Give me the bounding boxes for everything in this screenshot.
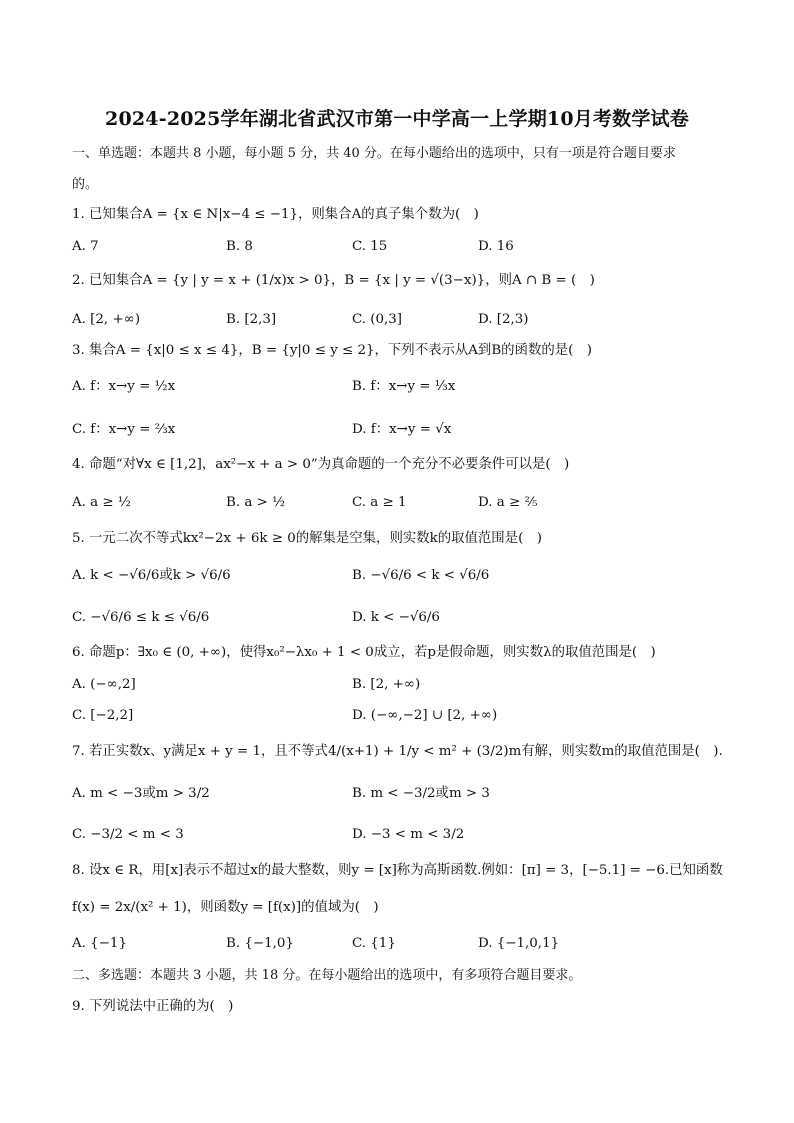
question-4-stem: 4. 命题“对∀x ∈ [1,2]，ax²−x + a > 0”为真命题的一个充分不必要条件可以是( ) — [72, 457, 570, 472]
question-5-stem: 5. 一元二次不等式kx²−2x + 6k ≥ 0的解集是空集，则实数k的取值范围是( ) — [72, 531, 542, 546]
q4-option-d: D. a ≥ ⅖ — [478, 495, 538, 510]
q3-option-c: C. f：x→y = ⅔x — [72, 422, 176, 437]
q6-option-b: B. [2, +∞) — [352, 677, 421, 692]
q5-option-a: A. k < −√6/6或k > √6/6 — [72, 568, 231, 583]
q6-option-d: D. (−∞,−2] ∪ [2, +∞) — [352, 708, 498, 723]
q7-option-d: D. −3 < m < 3/2 — [352, 827, 465, 842]
q3-option-d: D. f：x→y = √x — [352, 422, 452, 437]
section1-heading: 一、单选题：本题共 8 小题，每小题 5 分，共 40 分。在每小题给出的选项中，只有一项是符合题目要求 — [72, 146, 676, 161]
q2-option-d: D. [2,3) — [478, 312, 529, 327]
q5-option-c: C. −√6/6 ≤ k ≤ √6/6 — [72, 610, 210, 625]
question-9-stem: 9. 下列说法中正确的为( ) — [72, 999, 234, 1014]
question-1-stem: 1. 已知集合A = {x ∈ N|x−4 ≤ −1}，则集合A的真子集个数为( ) — [72, 207, 479, 222]
q7-option-c: C. −3/2 < m < 3 — [72, 827, 184, 842]
q8-option-b: B. {−1,0} — [226, 936, 294, 951]
q2-option-c: C. (0,3] — [352, 312, 403, 327]
question-8-stem: 8. 设x ∈ R，用[x]表示不超过x的最大整数，则y = [x]称为高斯函数.例如：[π] = 3，[−5.1] = −6.已知函数 — [72, 863, 723, 878]
q4-option-b: B. a > ½ — [226, 495, 286, 510]
q1-option-c: C. 15 — [352, 239, 388, 254]
q8-option-a: A. {−1} — [72, 936, 127, 951]
q4-option-a: A. a ≥ ½ — [72, 495, 131, 510]
q6-option-c: C. [−2,2] — [72, 708, 134, 723]
q8-option-c: C. {1} — [352, 936, 396, 951]
question-3-stem: 3. 集合A = {x|0 ≤ x ≤ 4}，B = {y|0 ≤ y ≤ 2}，下列不表示从A到B的函数的是( ) — [72, 343, 592, 358]
q4-option-c: C. a ≥ 1 — [352, 495, 407, 510]
q5-option-d: D. k < −√6/6 — [352, 610, 440, 625]
q2-option-b: B. [2,3] — [226, 312, 277, 327]
section1-heading-cont: 的。 — [72, 177, 99, 192]
question-8-stem-cont: f(x) = 2x/(x² + 1)，则函数y = [f(x)]的值域为( ) — [72, 900, 379, 915]
q1-option-a: A. 7 — [72, 239, 99, 254]
q3-option-a: A. f：x→y = ½x — [72, 379, 176, 394]
question-6-stem: 6. 命题p：∃x₀ ∈ (0, +∞)，使得x₀²−λx₀ + 1 < 0成立，若p是假命题，则实数λ的取值范围是( ) — [72, 645, 656, 660]
q2-option-a: A. [2, +∞) — [72, 312, 141, 327]
q7-option-b: B. m < −3/2或m > 3 — [352, 786, 490, 801]
page-title: 2024-2025学年湖北省武汉市第一中学高一上学期10月考数学试卷 — [105, 108, 689, 130]
q1-option-b: B. 8 — [226, 239, 253, 254]
q3-option-b: B. f：x→y = ⅓x — [352, 379, 456, 394]
question-2-stem: 2. 已知集合A = {y | y = x + (1/x)x > 0}，B = {x | y = √(3−x)}，则A ∩ B = ( ) — [72, 273, 595, 288]
q1-option-d: D. 16 — [478, 239, 514, 254]
question-7-stem: 7. 若正实数x、y满足x + y = 1，且不等式4/(x+1) + 1/y < m² + (3/2)m有解，则实数m的取值范围是( ). — [72, 744, 723, 759]
section2-heading: 二、多选题：本题共 3 小题，共 18 分。在每小题给出的选项中，有多项符合题目要求。 — [72, 968, 582, 983]
q8-option-d: D. {−1,0,1} — [478, 936, 560, 951]
q5-option-b: B. −√6/6 < k < √6/6 — [352, 568, 490, 583]
q7-option-a: A. m < −3或m > 3/2 — [72, 786, 210, 801]
q6-option-a: A. (−∞,2] — [72, 677, 136, 692]
